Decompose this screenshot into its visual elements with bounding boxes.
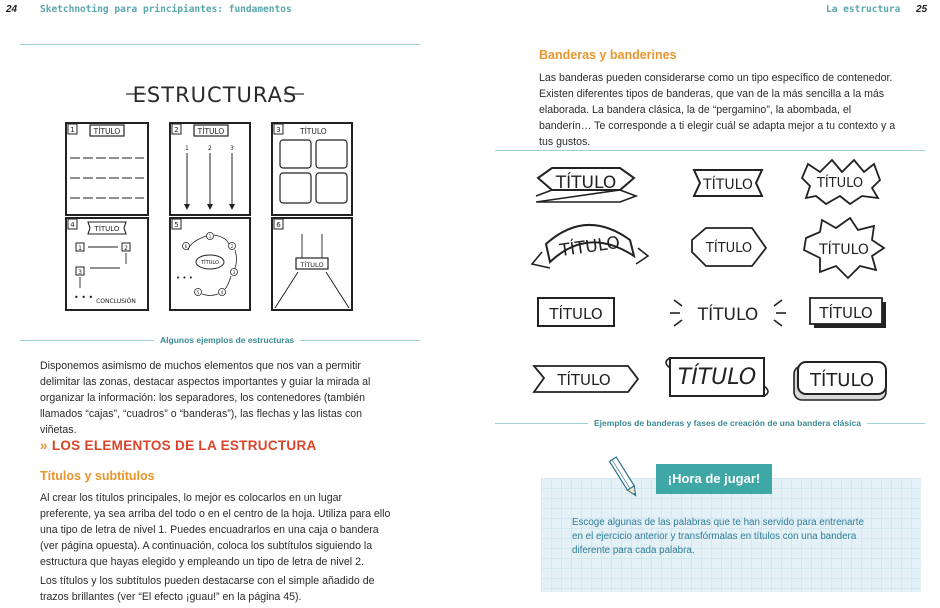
svg-text:3: 3: [276, 126, 281, 134]
structure-box-3: [272, 123, 352, 215]
running-title-right: La estructura: [826, 4, 901, 15]
running-title-left: Sketchnoting para principiantes: fundamentos: [40, 4, 292, 15]
svg-text:• • •: • • •: [176, 274, 193, 282]
svg-text:6: 6: [184, 244, 188, 249]
svg-text:1: 1: [185, 145, 189, 152]
svg-text:TÍTULO: TÍTULO: [201, 260, 219, 266]
svg-text:1: 1: [78, 245, 82, 252]
svg-text:TÍTULO: TÍTULO: [557, 371, 611, 389]
banner-curved: [532, 225, 648, 268]
banner-box: [538, 298, 614, 326]
svg-text:TÍTULO: TÍTULO: [197, 127, 225, 136]
svg-text:TÍTULO: TÍTULO: [677, 365, 757, 390]
subheading-titles: Títulos y subtítulos: [40, 469, 155, 483]
caption-right: Ejemplos de banderas y fases de creación de una bandera clásica: [588, 418, 867, 428]
svg-text:6: 6: [276, 221, 281, 229]
svg-text:• • •: • • •: [74, 293, 94, 302]
svg-text:2: 2: [124, 245, 128, 252]
structures-illustration: [0, 60, 470, 320]
section-heading: » LOS ELEMENTOS DE LA ESTRUCTURA: [40, 438, 317, 453]
structure-box-6: [272, 218, 352, 310]
svg-text:TÍTULO: TÍTULO: [697, 305, 759, 325]
svg-text:TÍTULO: TÍTULO: [816, 176, 864, 191]
paragraph-titles: Al crear los títulos principales, lo mejor es colocarlos en un lugar preferente, ya sea arriba del todo o en el centro de la hoja. Utiliza para ello una tipo de letra de nivel 1. Puedes encuadrarlos en una caja o bandera (ver página opuesta). A continuación, coloca los subtítulos siguiendo la estructura que hayas elegido y empleando un tipo de letra de nivel 2.: [40, 492, 391, 568]
double-chevron-icon: »: [40, 438, 48, 453]
banner-hexagon: [692, 228, 766, 266]
svg-text:TÍTULO: TÍTULO: [703, 177, 753, 193]
svg-text:5: 5: [174, 221, 179, 229]
banner-rounded: [794, 362, 886, 400]
svg-text:3: 3: [78, 269, 82, 276]
pencil-icon: [606, 454, 642, 500]
banner-rays: [670, 300, 786, 326]
svg-text:CONCLUSIÓN: CONCLUSIÓN: [96, 298, 136, 305]
svg-text:TÍTULO: TÍTULO: [549, 305, 603, 323]
intro-paragraph: Disponemos asimismo de muchos elementos que nos van a permitir delimitar las zonas, destacar aspectos importantes y guiar la mirada al organizar la información: los separadores, los contenedores (también llamados “cajas”, “cuadros” o “banderas”), las flechas y las listas con viñetas.: [40, 360, 371, 436]
banner-arrow: [694, 170, 762, 196]
svg-text:TÍTULO: TÍTULO: [555, 173, 617, 193]
page-number-right: 25: [916, 4, 928, 15]
svg-text:TÍTULO: TÍTULO: [300, 127, 327, 136]
svg-text:3: 3: [232, 270, 236, 275]
banner-scroll: [666, 358, 768, 396]
banners-heading: Banderas y banderines: [539, 48, 677, 62]
game-tag: ¡Hora de jugar!: [656, 464, 772, 494]
svg-text:4: 4: [220, 290, 224, 295]
svg-text:TÍTULO: TÍTULO: [819, 304, 873, 322]
svg-text:TÍTULO: TÍTULO: [819, 242, 869, 258]
illustration-heading: ESTRUCTURAS: [132, 83, 298, 107]
banner-3d-box: [810, 298, 886, 328]
svg-text:1: 1: [70, 126, 75, 134]
banners-paragraph: Las banderas pueden considerarse como un tipo específico de contenedor. Existen diferentes tipos de banderas, que van de la más sencilla a la más elaborada. La bandera clásica, la de “pergamino”, la abombada, el banderín… Te corresponde a ti elegir cuál se adapta mejor a tu contexto y a tus gustos.: [539, 72, 896, 148]
structure-box-4: [66, 218, 148, 310]
paragraph-brillantes: Los títulos y los subtítulos pueden destacarse con el simple añadido de trazos brillantes (ver “El efecto ¡guau!” en la página 45).: [40, 575, 375, 603]
banner-classic: [536, 168, 636, 202]
banner-pennant: [534, 366, 638, 392]
svg-text:4: 4: [70, 221, 75, 229]
rule-right-top: [495, 150, 925, 151]
svg-text:3: 3: [230, 145, 234, 152]
svg-text:5: 5: [196, 290, 200, 295]
svg-text:TÍTULO: TÍTULO: [300, 261, 324, 269]
svg-text:TÍTULO: TÍTULO: [809, 370, 875, 391]
banners-illustration: [470, 152, 940, 412]
page-number-left: 24: [6, 4, 18, 15]
svg-text:2: 2: [174, 126, 179, 134]
svg-text:TÍTULO: TÍTULO: [705, 241, 753, 256]
banner-burst: [802, 160, 880, 204]
top-rule-left: [20, 44, 420, 45]
game-instructions: Escoge algunas de las palabras que te han servido para entrenarte en el ejercicio anterior y transfórmalas en títulos con una bandera diferente para cada palabra.: [572, 517, 864, 556]
caption-left: Algunos ejemplos de estructuras: [154, 335, 300, 345]
svg-text:TÍTULO: TÍTULO: [93, 127, 121, 136]
banner-star: [804, 218, 884, 278]
svg-text:TÍTULO: TÍTULO: [94, 225, 120, 233]
structure-box-2: [170, 123, 250, 215]
svg-text:1: 1: [208, 234, 212, 239]
svg-text:TÍTULO: TÍTULO: [558, 232, 622, 262]
structure-box-5: [170, 218, 250, 310]
svg-text:2: 2: [208, 145, 212, 152]
svg-text:2: 2: [230, 244, 234, 249]
structure-box-1: [66, 123, 148, 215]
